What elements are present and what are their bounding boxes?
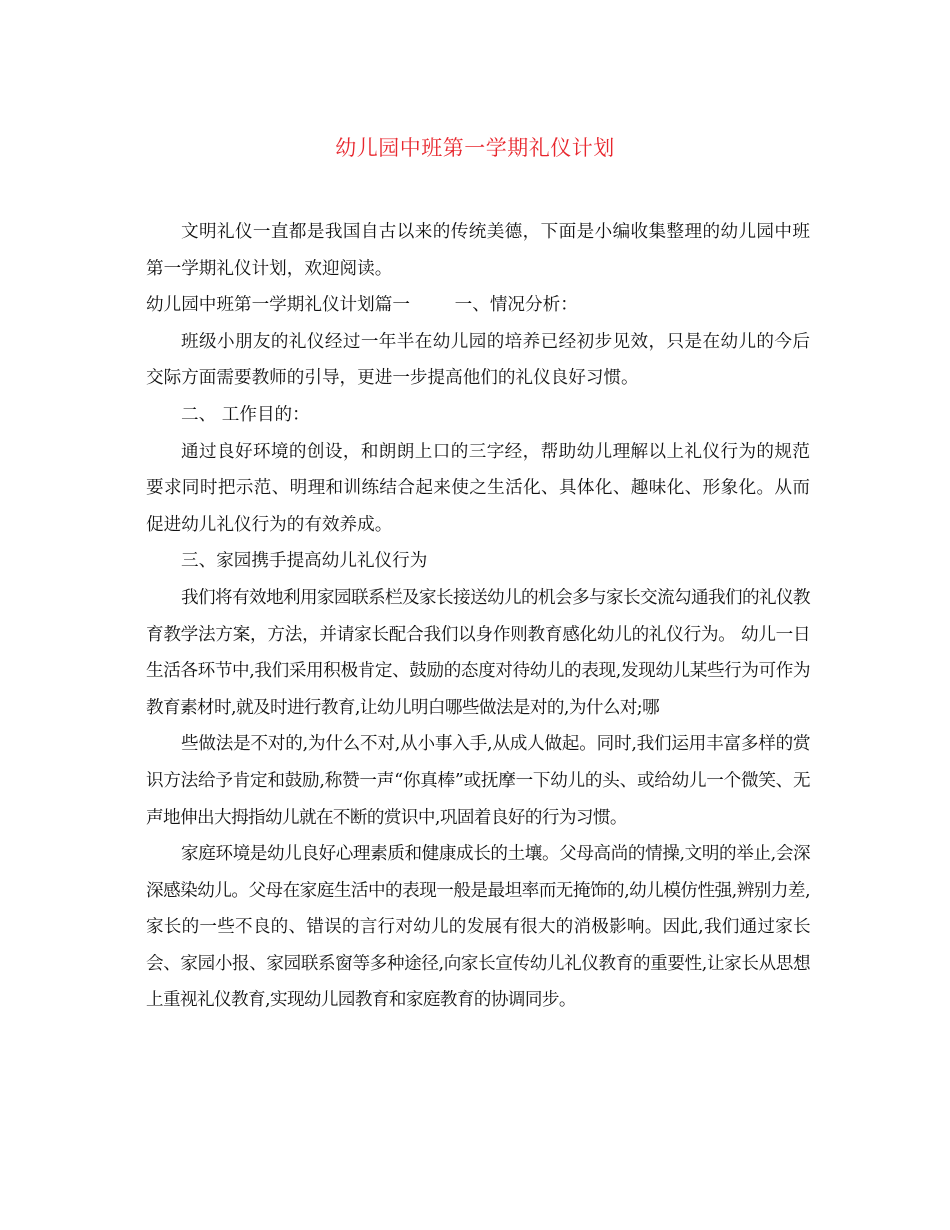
paragraph-work-goal: 通过良好环境的创设，和朗朗上口的三字经，帮助幼儿理解以上礼仪行为的规范要求同时把示范、明理和训练结合起来使之生活化、具体化、趣味化、形象化。从而促进幼儿礼仪行为的有效养成。	[146, 441, 810, 535]
paragraph-appreciation-methods: 些做法是不对的,为什么不对,从小事入手,从成人做起。同时,我们运用丰富多样的赏识方法给予肯定和鼓励,称赞一声“你真棒”或抚摩一下幼儿的头、或给幼儿一个微笑、无声地伸出大拇指幼儿就在不断的赏识中,巩固着良好的行为习惯。	[146, 734, 810, 828]
document-title: 幼儿园中班第一学期礼仪计划	[335, 136, 615, 160]
document-body	[146, 214, 810, 1019]
section-heading-work-goal: 二、 工作目的：	[181, 404, 310, 425]
section-heading-plan-one: 幼儿园中班第一学期礼仪计划篇一 一、情况分析：	[146, 295, 578, 316]
paragraph-home-school-cooperation: 我们将有效地利用家园联系栏及家长接送幼儿的机会多与家长交流勾通我们的礼仪教育教学法方案，方法，并请家长配合我们以身作则教育感化幼儿的礼仪行为。 幼儿一日生活各环节中,我们采用积极肯定、鼓励的态度对待幼儿的表现,发现幼儿某些行为可作为教育素材时,就及时进行教育,让幼儿明白哪些做法是对的,为什么对;哪	[146, 587, 810, 718]
paragraph-family-environment: 家庭环境是幼儿良好心理素质和健康成长的土壤。父母高尚的情操,文明的举止,会深深感染幼儿。父母在家庭生活中的表现一般是最坦率而无掩饰的,幼儿模仿性强,辨别力差,家长的一些不良的、错误的言行对幼儿的发展有很大的消极影响。因此,我们通过家长会、家园小报、家园联系窗等多种途径,向家长宣传幼儿礼仪教育的重要性,让家长从思想上重视礼仪教育,实现幼儿园教育和家庭教育的协调同步。	[146, 844, 810, 1011]
paragraph-intro: 文明礼仪一直都是我国自古以来的传统美德，下面是小编收集整理的幼儿园中班第一学期礼仪计划，欢迎阅读。	[146, 222, 810, 279]
section-heading-home-school: 三、家园携手提高幼儿礼仪行为	[181, 551, 428, 572]
paragraph-situation-analysis: 班级小朋友的礼仪经过一年半在幼儿园的培养已经初步见效，只是在幼儿的今后交际方面需要教师的引导，更进一步提高他们的礼仪良好习惯。	[146, 331, 810, 389]
